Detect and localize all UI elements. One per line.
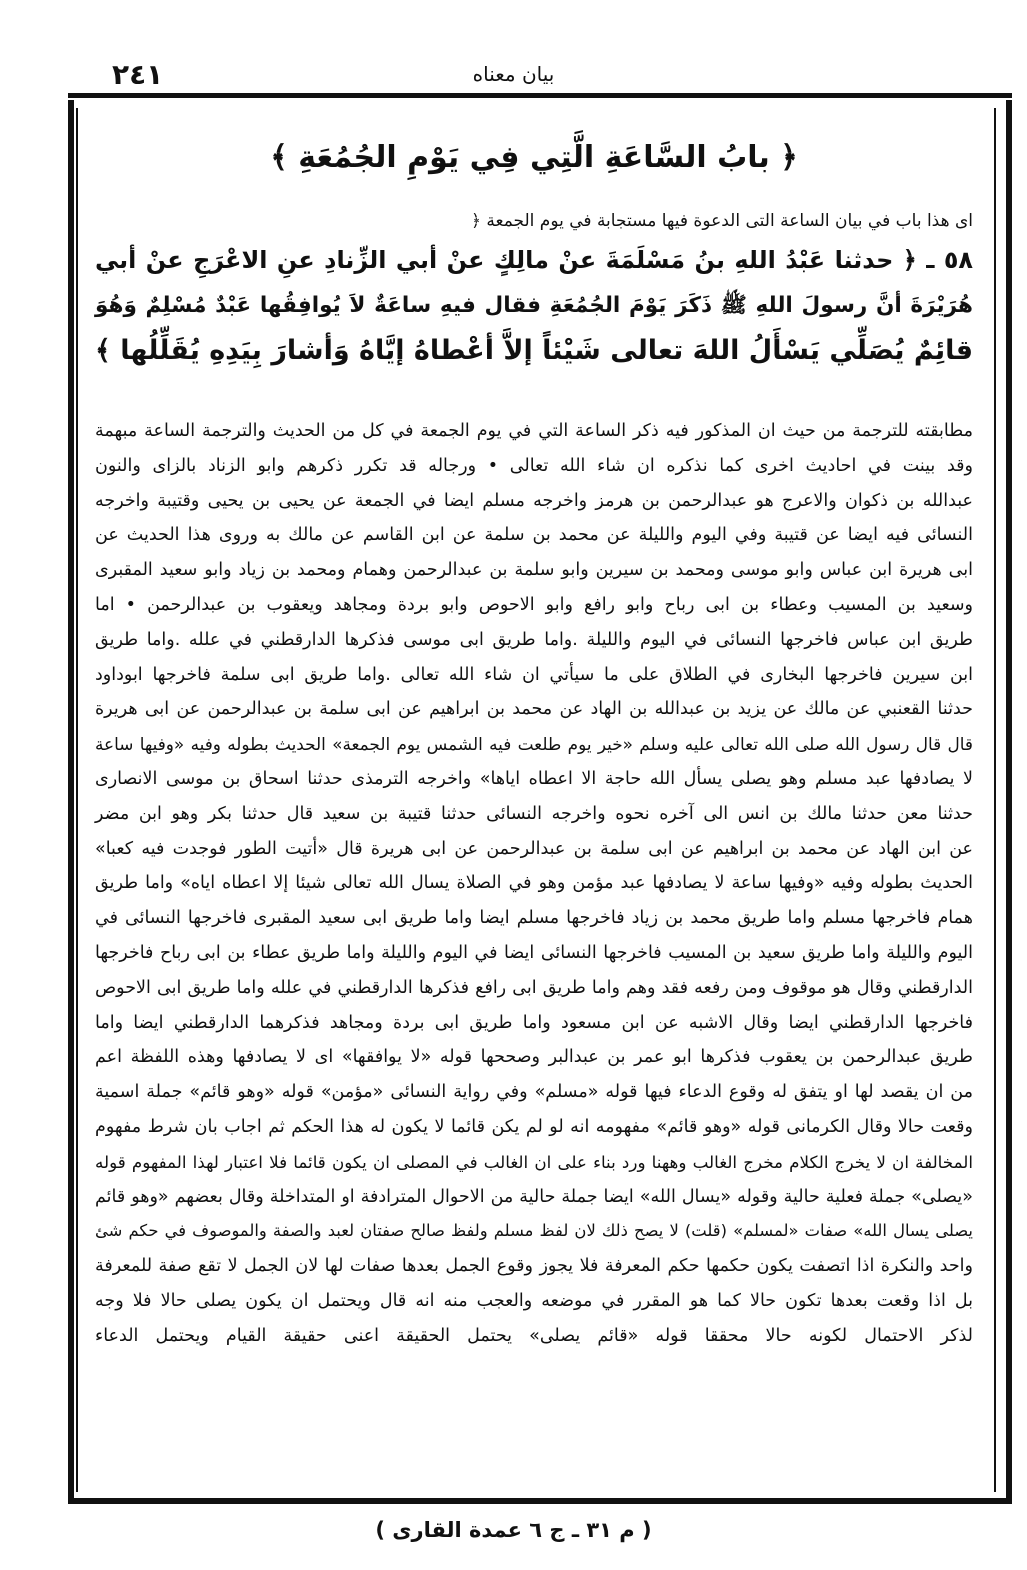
hadith-line: ٥٨ ـ ﴿ حدثنا عَبْدُ اللهِ بنُ مَسْلَمَةَ عنْ مالِكٍ عنْ أبي الزِّنادِ عنِ الاعْرَجِ عنْ أبي: [95, 246, 973, 274]
commentary-line: بل اذا وقعت بعدها تكون حالا كما هو المقرر في موضعه والعجب منه انه قال ويحتمل ان يكون يصلى حالا فلا وجه: [95, 1290, 973, 1311]
commentary-line: عبدالله بن ذكوان والاعرج هو عبدالرحمن بن هرمز واخرجه مسلم ايضا في الجمعة عن يحيى بن يحيى وقتيبة واخرجه: [95, 490, 973, 511]
hadith-line: قائِمٌ يُصَلِّي يَسْأَلُ اللهَ تعالى شَيْئاً إلاَّ أعْطاهُ إيَّاهُ وَأشارَ بِيَدِهِ يُقَلِّلُها ﴾: [95, 335, 973, 366]
commentary-line: وقد بينت في احاديث اخرى كما نذكره ان شاء الله تعالى • ورجاله قد تكرر ذكرهم وابو الزناد بالزاى والنون: [95, 455, 973, 476]
commentary-line: مطابقته للترجمة من حيث ان المذكور فيه ذكر الساعة التي في يوم الجمعة في كل من الحديث والترجمة الساعة مبهمة: [95, 421, 973, 441]
commentary-line: لا يصادفها عبد مسلم وهو يصلى يسأل الله حاجة الا اعطاه اياها» واخرجه الترمذى حدثنا اسحاق بن موسى الانصارى: [95, 768, 973, 789]
commentary-line: فاخرجها الدارقطني ايضا وقال الاشبه عن ابن مسعود واما طريق ابى بردة ومجاهد فذكرهما الدارقطني ايضا واما: [95, 1012, 973, 1033]
top-rule: [68, 93, 1012, 98]
commentary-line: ابى هريرة ابن عباس وابو موسى ومحمد بن سيرين وابو سلمة بن عبدالرحمن وهمام ومحمد بن زياد وابو سعيد المقبرى: [95, 560, 973, 581]
commentary-line: يصلى يسال الله» صفات «لمسلم» (قلت) لا يصح ذلك لان لفظ مسلم ولفظ صالح صفتان لعبد والصفة والموصوف في حكم شئ: [95, 1221, 973, 1241]
commentary-line: حدثنا القعنبي عن مالك عن يزيد بن عبدالله بن الهاد عن محمد بن ابراهيم عن ابى سلمة بن عبدالرحمن عن ابى هريرة: [95, 699, 973, 720]
commentary-line: واحد والنكرة اذا اتصفت يكون حكمها حكم المعرفة فلا يجوز وقوع الجمل بعدها صفات لها لان الجمل لا تقع صفة للمعرفة: [95, 1256, 973, 1277]
commentary-line: طريق ابن عباس فاخرجها النسائى في اليوم والليلة .واما طريق ابى موسى فذكرها الدارقطني في علله .واما طريق: [95, 629, 973, 650]
page-number: ٢٤١: [112, 58, 164, 91]
commentary-line: اليوم والليلة واما طريق سعيد بن المسيب فاخرجها النسائى ايضا في اليوم والليلة واما طريق عطاء بن ابى رباح فاخرجها: [95, 942, 973, 963]
commentary-line: حدثنا معن حدثنا مالك بن انس الى آخره نحوه واخرجه النسائى حدثنا قتيبة بن سعيد قال حدثنا بكر وهو ابن مضر: [95, 803, 973, 824]
commentary-line: لذكر الاحتمال لكونه حالا محققا قوله «قائم يصلى» يحتمل الحقيقة اعنى حقيقة القيام ويحتمل الدعاء: [95, 1325, 973, 1346]
commentary-line: الدارقطني وقال هو موقوف ومن رفعه فقد وهم واما طريق ابى رافع فذكرها الدارقطني في علله واما طريق ابى الاحوص: [95, 977, 973, 998]
commentary-text: [95, 414, 973, 1354]
commentary-line: قال قال رسول الله صلى الله تعالى عليه وسلم «خير يوم طلعت فيه الشمس يوم الجمعة» الحديث بطوله وفيه «وفيها ساعة: [95, 734, 973, 755]
commentary-line: عن ابن الهاد عن محمد بن ابراهيم عن ابى سلمة بن عبدالرحمن عن ابى هريرة قال «أتيت الطور فوجدت فيه كعبا»: [95, 838, 973, 859]
commentary-line: وسعيد بن المسيب وعطاء بن ابى رباح وابو رافع وابو الاحوص وابو بردة ومجاهد ويعقوب بن عبدالرحمن • اما: [95, 594, 973, 615]
commentary-line: وقعت حالا وقال الكرمانى قوله «وهو قائم» مفهومه انه لو لم يكن قائما لا يكون له هذا الحكم ثم اجاب بان شرط مفهوم: [95, 1116, 973, 1137]
commentary-line: الحديث بطوله وفيه «وفيها ساعة لا يصادفها عبد مؤمن وهو في الصلاة يسال الله تعالى شيئا إلا اعطاه اياه» واما طريق: [95, 873, 973, 894]
commentary-line: من ان يقصد لها او يتفق له وقوع الدعاء فيها قوله «مسلم» وفي رواية النسائى «مؤمن» قوله «وهو قائم» جملة اسمية: [95, 1082, 973, 1103]
commentary-line: المخالفة ان لا يخرج الكلام مخرج الغالب وههنا ورد بناء على ان الغالب في المصلى ان يكون قائما فلا اعتبار لهذا المفهوم قوله: [95, 1151, 973, 1172]
commentary-line: «يصلى» جملة فعلية حالية وقوله «يسال الله» ايضا جملة حالية من الاحوال المترادفة او المتداخلة وقال بعضهم «وهو قائم: [95, 1186, 973, 1207]
hadith-text: [95, 238, 973, 373]
chapter-title: ﴿ بابُ السَّاعَةِ الَّتِي فِي يَوْمِ الجُمُعَةِ ﴾: [270, 140, 798, 175]
running-header: [0, 58, 1027, 94]
commentary-line: ابن سيرين فاخرجها البخارى في الطلاق على ما سيأتي ان شاء الله تعالى .واما طريق ابى سلمة فاخرجها ابوداود: [95, 664, 973, 685]
chapter-intro: اى هذا باب في بيان الساعة التى الدعوة فيها مستجابة في يوم الجمعة ﴿: [471, 211, 973, 231]
commentary-line: طريق عبدالرحمن بن يعقوب فذكرها ابو عمر بن عبدالبر وصححها قوله «لا يوافقها» اى لا يصادفها وهذه اللفظة اعم: [95, 1047, 973, 1068]
hadith-line: هُرَيْرَةَ أنَّ رسولَ اللهِ ﷺ ذَكَرَ يَوْمَ الجُمُعَةِ فقال فيهِ ساعَةٌ لاَ يُوافِقُها عَبْدٌ مُسْلِمٌ وَهُوَ: [95, 293, 973, 318]
footer-signature: ( م ٣١ ـ ج ٦ عمدة القارى ): [375, 1518, 652, 1542]
running-title: بيان معناه: [472, 62, 555, 86]
commentary-line: همام فاخرجها مسلم واما طريق محمد بن زياد فاخرجها مسلم ايضا واما طريق ابى سعيد المقبرى فاخرجها النسائى في: [95, 908, 973, 929]
commentary-line: النسائى فيه ايضا عن قتيبة وفي اليوم والليلة عن محمد بن سلمة عن ابن القاسم عن مالك به وروى هذا الحديث عن: [95, 525, 973, 546]
